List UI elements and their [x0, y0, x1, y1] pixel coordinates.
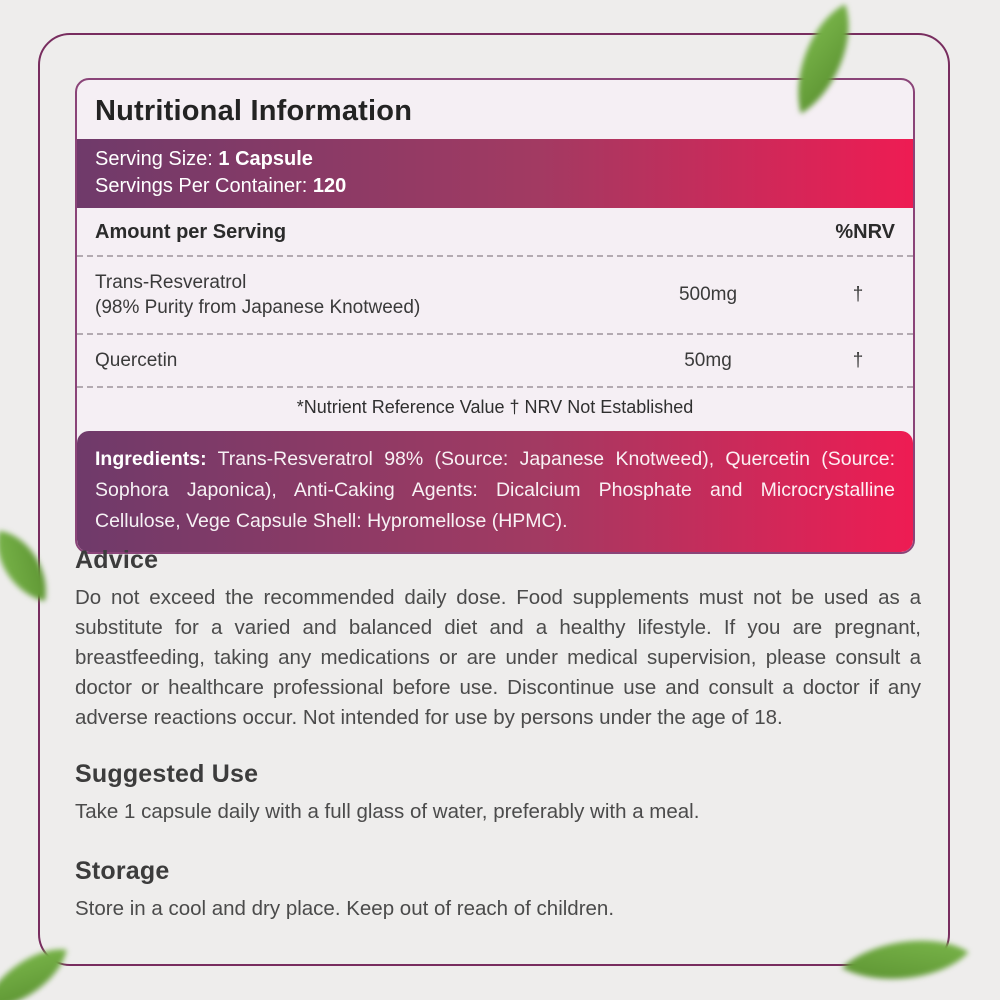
serving-size-label: Serving Size: — [95, 148, 219, 170]
ingredient-detail: (98% Purity from Japanese Knotweed) — [95, 297, 421, 318]
advice-heading: Advice — [75, 546, 159, 574]
storage-section — [75, 857, 921, 924]
suggested-use-section — [75, 760, 921, 827]
suggested-use-text: Take 1 capsule daily with a full glass of water, preferably with a meal. — [75, 800, 700, 823]
ingredient-nrv: † — [852, 349, 864, 371]
serving-size-line — [95, 146, 895, 173]
servings-value: 120 — [312, 175, 347, 197]
serving-banner — [77, 139, 913, 208]
nrv-header: %NRV — [835, 221, 895, 243]
card-title: Nutritional Information — [95, 95, 413, 127]
table-row — [77, 333, 913, 386]
table-header-row — [77, 208, 913, 255]
ingredient-nrv: † — [852, 284, 864, 305]
suggested-use-heading: Suggested Use — [75, 760, 259, 788]
nrv-footnote: *Nutrient Reference Value † NRV Not Established — [77, 386, 913, 428]
ingredient-name: Trans-Resveratrol — [95, 272, 247, 293]
serving-size-value: 1 Capsule — [218, 148, 313, 170]
ingredient-name: Quercetin — [95, 350, 178, 371]
ingredients-box — [77, 431, 913, 552]
table-row — [77, 255, 913, 333]
advice-section — [75, 546, 921, 733]
advice-text: Do not exceed the recommended daily dose. Food supplements must not be used as a substitute for a varied and balanced diet and a healthy lifestyle. If you are pregnant, breastfeeding, taking any medications or are under medical supervision, please consult a doctor or healthcare professional before use. Discontinue use and consult a doctor if any adverse reactions occur. Not intended for use by persons under the age of 18. — [75, 586, 921, 729]
servings-label: Servings Per Container: — [95, 175, 313, 197]
storage-heading: Storage — [75, 857, 170, 885]
ingredients-text: Trans-Resveratrol 98% (Source: Japanese Knotweed), Quercetin (Source: Sophora Japonica), Anti-Caking Agents: Dicalcium Phosphate and Microcrystalline Cellulose, Vege Capsule Shell: Hypromellose (HPMC). — [95, 448, 895, 532]
ingredient-amount: 500mg — [678, 284, 738, 305]
ingredient-name-cell — [95, 270, 613, 320]
ingredient-amount: 50mg — [684, 349, 732, 371]
ingredients-label: Ingredients: — [95, 448, 207, 470]
nutrition-card — [75, 78, 915, 554]
ingredient-name-cell — [95, 348, 613, 373]
amount-per-serving-header: Amount per Serving — [95, 221, 287, 243]
servings-per-container-line — [95, 173, 895, 200]
storage-text: Store in a cool and dry place. Keep out of reach of children. — [75, 897, 615, 920]
